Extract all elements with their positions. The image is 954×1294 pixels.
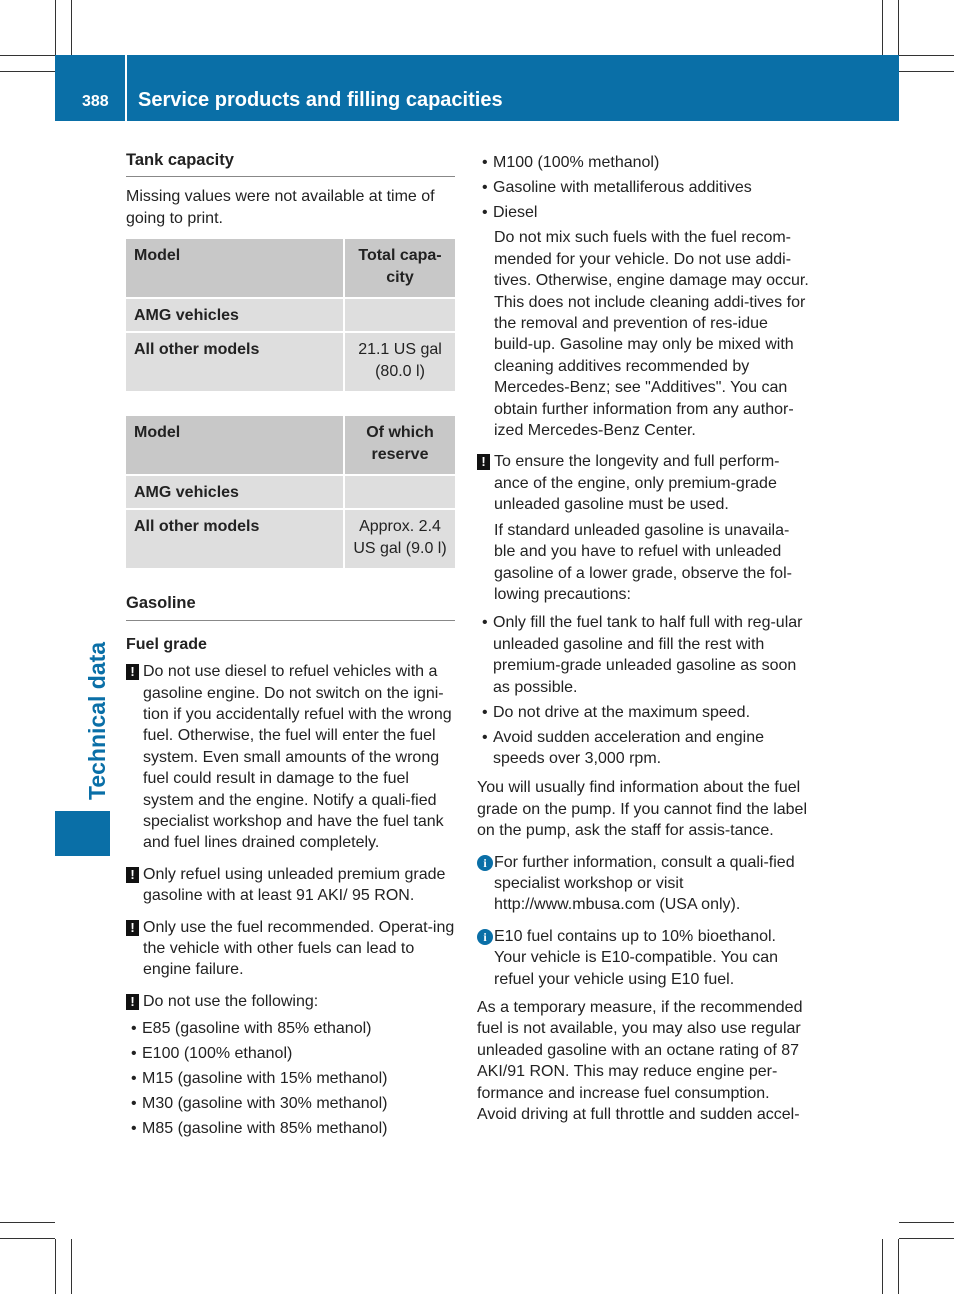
table-header-model: Model [126,239,343,299]
list-item: • M15 (gasoline with 15% methanol) [126,1068,455,1089]
warning-icon: ! [126,867,139,883]
warning-text: To ensure the longevity and full perform-ance of the engine, only premium-grade unleaded gasoline must be used. [494,453,780,514]
warning-text: Only use the fuel recommended. Operat-ing the vehicle with other fuels can lead to engine failure. [143,918,455,979]
table-cell-model: All other models [126,510,343,570]
list-item: • M100 (100% methanol) [477,152,809,173]
table-header-reserve: Of which reserve [343,416,455,476]
warning-icon: ! [126,920,139,936]
info-note [477,852,809,916]
info-icon: i [477,929,493,945]
prohibited-fuels-list-continued [477,152,809,223]
info-note [477,926,809,990]
side-tab-label: Technical data [84,641,110,800]
subheading-fuel-grade: Fuel grade [126,635,207,653]
warning-text: Do not use diesel to refuel vehicles with a gasoline engine. Do not switch on the igni-tion if you accidentally refuel with the wrong fuel. Otherwise, the fuel will enter the fuel system. Even small amounts of the wrong fuel could result in damage to the fuel system and the engine. Notify a quali-fied specialist workshop and have the fuel tank and fuel lines drained completely. [143,663,452,852]
tank-note: Missing values were not available at time of going to print. [126,188,435,227]
warning-text: Only refuel using unleaded premium grade gasoline with at least 91 AKI/ 95 RON. [143,865,446,905]
warning-note [126,991,455,1012]
warning-note [126,864,455,907]
header-divider [125,55,127,121]
warning-note [477,451,809,515]
crop-mark [0,71,55,72]
crop-mark [899,71,954,72]
list-item: • M30 (gasoline with 30% methanol) [126,1093,455,1114]
table-cell-model: AMG vehicles [126,476,343,510]
warning-icon: ! [126,664,139,680]
crop-mark [898,1239,899,1294]
crop-mark [882,1239,883,1294]
list-item: • Diesel [477,202,809,223]
left-column [126,150,455,1144]
prohibited-fuels-list [126,1018,455,1139]
table-cell-model: All other models [126,333,343,393]
section-heading-gasoline: Gasoline [126,593,455,620]
table-cell-value [343,476,455,510]
list-item: • Gasoline with metalliferous additives [477,177,809,198]
reserve-table [126,416,455,570]
page-title: Service products and filling capacities [138,89,503,111]
table-cell-value [343,299,455,333]
list-item: • E100 (100% ethanol) [126,1043,455,1064]
list-item: • Do not drive at the maximum speed. [477,702,809,723]
crop-mark [899,55,954,56]
warning-icon: ! [126,994,139,1010]
warning-note [126,661,455,854]
crop-mark [882,0,883,55]
warning-text: Do not use the following: [143,992,319,1010]
crop-mark [899,1222,954,1223]
section-heading-tank: Tank capacity [126,150,455,177]
table-header-row [126,416,455,476]
warning-icon: ! [477,454,490,470]
info-icon: i [477,855,493,871]
precautions-list [477,612,809,769]
list-item: • M85 (gasoline with 85% methanol) [126,1118,455,1139]
table-row [126,299,455,333]
crop-mark [0,55,55,56]
side-tab-marker [55,811,110,856]
crop-mark [55,1239,56,1294]
table-header-model: Model [126,416,343,476]
list-item: • Only fill the fuel tank to half full with reg-ular unleaded gasoline and fill the rest with premium-grade unleaded gasoline as soon as possible. [477,612,809,698]
standard-gasoline-paragraph: If standard unleaded gasoline is unavaila-ble and you have to refuel with unleaded gasoline of a lower grade, observe the fol-lowing precautions: [494,521,792,603]
table-header-capacity: Total capa- city [343,239,455,299]
list-item: • E85 (gasoline with 85% ethanol) [126,1018,455,1039]
warning-note [126,917,455,981]
table-cell-model: AMG vehicles [126,299,343,333]
crop-mark [898,0,899,55]
tank-capacity-table [126,239,455,393]
table-cell-value: Approx. 2.4 US gal (9.0 l) [343,510,455,570]
table-row [126,510,455,570]
page-number: 388 [82,93,109,110]
table-header-row [126,239,455,299]
crop-mark [55,0,56,55]
crop-mark [0,1238,55,1239]
crop-mark [71,1239,72,1294]
crop-mark [0,1222,55,1223]
table-cell-value: 21.1 US gal (80.0 l) [343,333,455,393]
crop-mark [71,0,72,55]
temporary-measure-paragraph: As a temporary measure, if the recommended fuel is not available, you may also use regular unleaded gasoline with an octane rating of 87 AKI/91 RON. This may reduce engine per-formance and increase fuel consumption. Avoid driving at full throttle and sudden accel- [477,999,803,1124]
right-column [477,152,809,1135]
crop-mark [899,1238,954,1239]
info-text: For further information, consult a quali-fied specialist workshop or visit http://www.mbusa.com (USA only). [494,853,795,914]
pump-paragraph: You will usually find information about the fuel grade on the pump. If you cannot find the label on the pump, ask the staff for assis-tance. [477,779,808,840]
info-text: E10 fuel contains up to 10% bioethanol. Your vehicle is E10-compatible. You can refuel your vehicle using E10 fuel. [494,927,779,988]
mixing-paragraph: Do not mix such fuels with the fuel recom-mended for your vehicle. Do not use addi-tives. Otherwise, engine damage may occur. This does not include cleaning addi-tives for the removal and prevention of res-idue build-up. Gasoline may only be mixed with cleaning additives recommended by Mercedes-Benz; see "Additives". You can obtain further information from any author-ized Mercedes-Benz Center. [494,229,809,440]
table-row [126,476,455,510]
table-row [126,333,455,393]
page-header [55,55,899,121]
list-item: • Avoid sudden acceleration and engine speeds over 3,000 rpm. [477,727,809,770]
